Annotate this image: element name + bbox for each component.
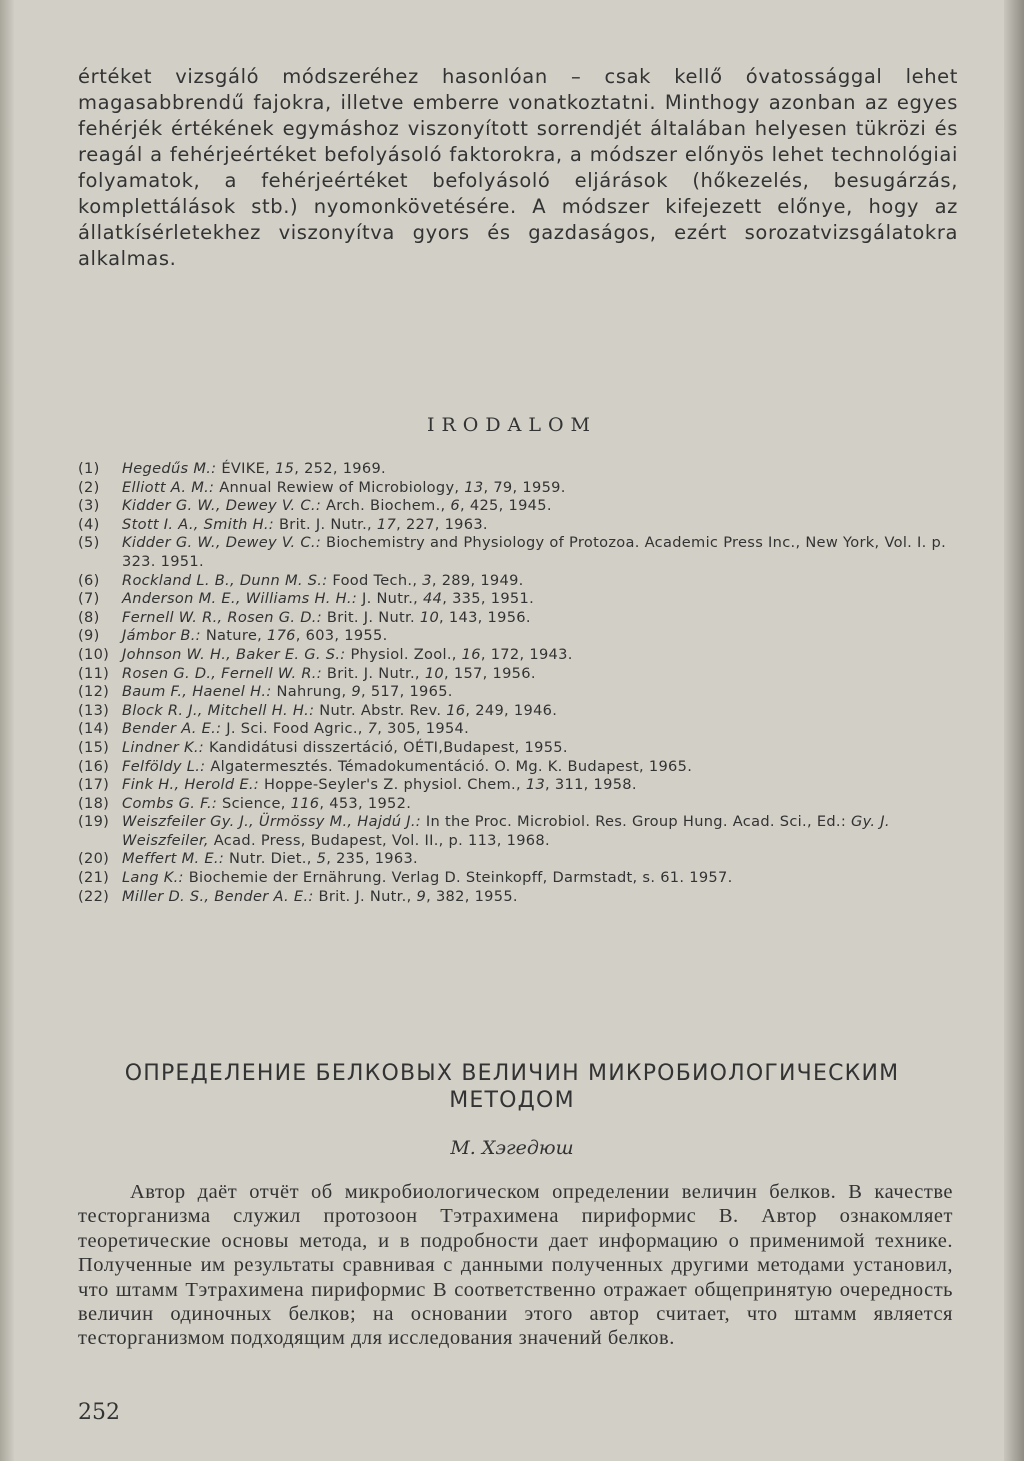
reference-item (78, 572, 978, 591)
reference-source: Brit. J. Nutr. (321, 608, 420, 626)
russian-title-line-2: МЕТОДОМ (449, 1088, 575, 1113)
reference-pages-year: , 252, 1969. (294, 460, 386, 477)
reference-volume: 9 (416, 887, 427, 905)
reference-number: (6) (78, 571, 100, 589)
reference-pages-year: , 305, 1954. (377, 720, 470, 738)
reference-source: Food Tech., (327, 571, 423, 589)
reference-number: (22) (78, 887, 110, 905)
reference-authors: Elliott A. M.: (122, 478, 215, 496)
reference-pages-year: , 335, 1951. (442, 590, 535, 608)
reference-source: J. Sci. Food Agric., (221, 720, 368, 738)
reference-volume: 5 (316, 850, 327, 868)
reference-authors: Stott I. A., Smith H.: (122, 515, 275, 533)
reference-volume: 16 (461, 645, 481, 663)
reference-number: (17) (78, 776, 110, 794)
reference-number: (1) (78, 460, 100, 477)
reference-authors: Combs G. F.: (122, 794, 218, 812)
reference-pages-year: , 517, 1965. (360, 683, 453, 701)
reference-volume: 9 (351, 683, 361, 701)
reference-number: (10) (78, 645, 110, 663)
reference-item (78, 479, 978, 498)
reference-pages-year: , 382, 1955. (426, 887, 518, 905)
reference-volume: 16 (446, 701, 466, 719)
reference-pages-year: , 425, 1945. (460, 497, 552, 515)
reference-volume: 15 (275, 460, 295, 477)
reference-number: (5) (78, 534, 100, 552)
russian-title (0, 1060, 1024, 1114)
reference-authors: Rockland L. B., Dunn M. S.: (122, 571, 328, 589)
reference-number: (12) (78, 683, 110, 701)
reference-source: Algatermesztés. Témadokumentáció. O. Mg. K. Budapest, 1965. (205, 757, 693, 775)
reference-number: (4) (78, 515, 100, 533)
reference-volume: 17 (376, 515, 397, 533)
intro-paragraph-block (78, 64, 958, 272)
reference-item (78, 720, 978, 739)
reference-number: (9) (78, 627, 100, 645)
reference-authors: Block R. J., Mitchell H. H.: (122, 701, 315, 719)
reference-authors: Lang K.: (122, 869, 184, 887)
reference-number: (13) (78, 701, 110, 719)
reference-pages-year: , 79, 1959. (483, 478, 566, 496)
page-edge-left (0, 0, 14, 1461)
reference-item (78, 795, 978, 814)
russian-title-line-1: ОПРЕДЕЛЕНИЕ БЕЛКОВЫХ ВЕЛИЧИН МИКРОБИОЛОГИЧЕСКИМ (124, 1061, 900, 1086)
reference-number: (11) (78, 664, 110, 682)
reference-authors: Lindner K.: (122, 738, 204, 756)
reference-number: (14) (78, 720, 110, 738)
reference-authors: Fernell W. R., Rosen G. D.: (122, 608, 322, 626)
reference-authors: Meffert M. E.: (122, 850, 225, 868)
page-edge-right (1004, 0, 1024, 1461)
reference-source: ÉVIKE, (216, 460, 276, 477)
reference-source: Nature, (200, 627, 267, 645)
reference-pages-year: , 157, 1956. (443, 664, 536, 682)
reference-pages-year: , 227, 1963. (396, 515, 488, 533)
reference-volume: 3 (422, 571, 432, 589)
reference-volume: 116 (290, 794, 320, 812)
reference-volume: Gy. J. Weiszfeiler, (122, 813, 890, 849)
reference-item (78, 646, 978, 665)
reference-item (78, 776, 978, 795)
reference-authors: Kidder G. W., Dewey V. C.: (122, 497, 322, 515)
reference-authors: Miller D. S., Bender A. E.: (122, 887, 314, 905)
reference-source: Biochemie der Ernährung. Verlag D. Steinkopff, Darmstadt, s. 61. 1957. (183, 869, 733, 887)
reference-authors: Bender A. E.: (122, 720, 222, 738)
reference-source: Hoppe-Seyler's Z. physiol. Chem., (259, 776, 526, 794)
references-list (78, 460, 978, 906)
reference-pages-year: , 311, 1958. (545, 776, 637, 794)
reference-volume: 10 (419, 608, 440, 626)
reference-source: Kandidátusi disszertáció, OÉTI,Budapest, 1955. (204, 738, 568, 756)
reference-authors: Fink H., Herold E.: (122, 776, 259, 794)
reference-number: (2) (78, 478, 100, 496)
russian-author: М. Хэгедюш (450, 1137, 574, 1159)
reference-item (78, 702, 978, 721)
reference-source: Biochemistry and Physiology of Protozoa. Academic Press Inc., New York, Vol. I. p. 323. 1951. (122, 534, 947, 570)
reference-pages-year: , 143, 1956. (439, 608, 531, 626)
russian-abstract: Автор даёт отчёт об микробиологическом определении величин белков. В качестве тесторганизма служил протозоон Тэтрахимена пириформис B. Автор ознакомляет теоретические основы метода, и в подробности дает информацию о применимой технике. Полученные им результаты сравнивая с данными полученных другими методами установил, что штамм Тэтрахимена пириформис B соответственно отражает общепринятую очередность величин одиночных белков; на основании этого автор считает, что штамм является тесторганизмом подходящим для исследования значений белков. (78, 1181, 953, 1350)
reference-item (78, 516, 978, 535)
reference-item (78, 739, 978, 758)
reference-item (78, 460, 978, 479)
reference-source: Brit. J. Nutr., (274, 515, 377, 533)
reference-pages-year: , 603, 1955. (295, 627, 388, 645)
reference-volume: 7 (367, 720, 378, 738)
reference-item (78, 627, 978, 646)
reference-pages-year: , 289, 1949. (431, 571, 524, 589)
reference-pages-year: , 172, 1943. (480, 645, 573, 663)
reference-authors: Hegedűs M.: (122, 460, 217, 477)
reference-pages-year: , 235, 1963. (326, 850, 418, 868)
reference-volume: 10 (424, 664, 444, 682)
reference-number: (3) (78, 497, 100, 515)
reference-number: (19) (78, 813, 110, 831)
reference-authors: Baum F., Haenel H.: (122, 683, 272, 701)
reference-source: Physiol. Zool., (345, 645, 462, 663)
reference-source: J. Nutr., (357, 590, 424, 608)
reference-item (78, 888, 978, 907)
reference-source: In the Proc. Microbiol. Res. Group Hung. Acad. Sci., Ed.: (420, 813, 852, 831)
reference-source: Nutr. Diet., (224, 850, 317, 868)
reference-item (78, 497, 978, 516)
reference-pages-year: , 249, 1946. (465, 701, 558, 719)
reference-source: Brit. J. Nutr., (321, 664, 425, 682)
reference-authors: Rosen G. D., Fernell W. R.: (122, 664, 322, 682)
reference-authors: Johnson W. H., Baker E. G. S.: (122, 645, 346, 663)
reference-authors: Weiszfeiler Gy. J., Ürmössy M., Hajdú J.: (122, 813, 421, 831)
reference-authors: Anderson M. E., Williams H. H.: (122, 590, 358, 608)
reference-pages-year: , 453, 1952. (319, 794, 412, 812)
reference-volume: 13 (525, 776, 546, 794)
reference-source: Brit. J. Nutr., (313, 887, 417, 905)
reference-volume: 13 (464, 478, 484, 496)
reference-number: (7) (78, 590, 100, 608)
reference-number: (21) (78, 869, 110, 887)
references-heading: IRODALOM (427, 414, 597, 436)
reference-authors: Jámbor B.: (122, 627, 201, 645)
reference-item (78, 534, 978, 571)
reference-item (78, 683, 978, 702)
reference-source: Annual Rewiew of Microbiology, (214, 478, 465, 496)
reference-authors: Kidder G. W., Dewey V. C.: (122, 534, 322, 552)
reference-number: (8) (78, 608, 100, 626)
reference-item (78, 609, 978, 628)
page-number: 252 (78, 1400, 120, 1425)
reference-item (78, 813, 978, 850)
reference-volume: 176 (266, 627, 296, 645)
reference-item (78, 665, 978, 684)
reference-number: (15) (78, 738, 110, 756)
reference-source: Arch. Biochem., (321, 497, 451, 515)
reference-item (78, 590, 978, 609)
reference-volume: 6 (450, 497, 460, 515)
reference-number: (18) (78, 794, 110, 812)
reference-number: (20) (78, 850, 110, 868)
reference-item (78, 758, 978, 777)
reference-item (78, 850, 978, 869)
reference-source: Nutr. Abstr. Rev. (314, 701, 447, 719)
reference-pages-year: Acad. Press, Budapest, Vol. II., p. 113, 1968. (208, 831, 550, 849)
reference-source: Nahrung, (271, 683, 352, 701)
reference-item (78, 869, 978, 888)
reference-source: Science, (217, 794, 291, 812)
reference-volume: 44 (423, 590, 443, 608)
intro-paragraph: értéket vizsgáló módszeréhez hasonlóan – csak kellő óvatossággal lehet magasabbrendű fajokra, illetve emberre vonatkoztatni. Minthogy azonban az egyes fehérjék értékének egymáshoz viszonyított sorrendjét általában helyesen tükrözi és reagál a fehérjeértéket befolyásoló faktorokra, a módszer előnyös lehet technológiai folyamatok, a fehérjeértéket befolyásoló eljárások (hőkezelés, besugárzás, komplettálások stb.) nyomonkövetésére. A módszer kifejezett előnye, hogy az állatkísérletekhez viszonyítva gyors és gazdaságos, ezért sorozatvizsgálatokra alkalmas. (78, 65, 958, 270)
reference-authors: Felföldy L.: (122, 757, 206, 775)
reference-number: (16) (78, 757, 110, 775)
